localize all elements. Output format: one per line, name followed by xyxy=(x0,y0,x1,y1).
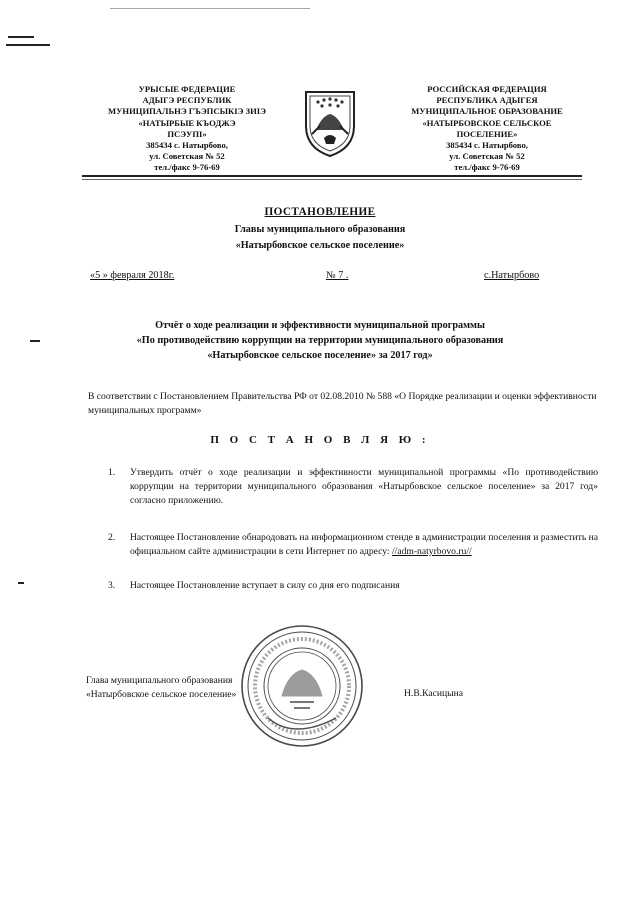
document-subtitle: «Натырбовское сельское поселение» xyxy=(235,240,405,251)
header-right-line: «НАТЫРБОВСКОЕ СЕЛЬСКОЕ xyxy=(422,117,552,128)
item-text: Утвердить отчёт о ходе реализации и эффективности муниципальной программы «По противодействию коррупции на территории муниципального образования «Натырбовское сельское поселение» за 2017 год» согласно приложению. xyxy=(130,467,598,507)
header-left-line: «НАТЫРБЫЕ КЪОДЖЭ xyxy=(138,117,236,128)
document-subtitle: Главы муниципального образования xyxy=(234,224,406,235)
header-left-line: УРЫСЫЕ ФЕДЕРАЦИЕ xyxy=(138,84,236,94)
subject-line: «По противодействию коррупции на территории муниципального образования xyxy=(136,335,504,346)
signature-block xyxy=(86,674,236,703)
resolution-list xyxy=(108,466,598,609)
item-number: 1. xyxy=(108,467,116,478)
header-right-line: РОССИЙСКАЯ ФЕДЕРАЦИЯ xyxy=(427,84,547,94)
item-number: 3. xyxy=(108,580,116,592)
header-right-line: РЕСПУБЛИКА АДЫГЕЯ xyxy=(436,95,538,106)
header-left-line: АДЫГЭ РЕСПУБЛИК xyxy=(142,95,232,106)
header-right-line: ул. Советская № 52 xyxy=(449,151,525,162)
header-right-line: МУНИЦИПАЛЬНОЕ ОБРАЗОВАНИЕ xyxy=(411,106,563,117)
header-left-line: ПСЭУПI» xyxy=(167,128,207,139)
website-link[interactable]: //adm-natyrbovo.ru// xyxy=(392,545,472,557)
list-item xyxy=(108,579,598,593)
document-date: «5 » февраля 2018г. xyxy=(90,270,175,281)
item-text: Настоящее Постановление вступает в силу со дня его подписания xyxy=(130,580,400,592)
header-right-line: ПОСЕЛЕНИЕ» xyxy=(456,128,518,139)
signer-title: Глава муниципального образования xyxy=(86,675,233,686)
official-seal-icon xyxy=(238,622,366,750)
subject-line: «Натырбовское сельское поселение» за 2017 год» xyxy=(207,350,433,361)
coat-of-arms-icon xyxy=(298,86,362,158)
header-left-block xyxy=(92,84,282,174)
header-left-line: тел./факс 9-76-69 xyxy=(154,162,220,173)
scan-mark xyxy=(110,8,310,9)
scan-mark xyxy=(18,582,24,584)
scan-mark xyxy=(8,36,34,38)
item-number: 2. xyxy=(108,531,116,543)
header-right-block xyxy=(392,84,582,174)
header-divider-thin xyxy=(82,179,582,180)
resolution-heading: П О С Т А Н О В Л Я Ю : xyxy=(210,434,430,446)
item-text: Настоящее Постановление обнародовать на информационном стенде в администрации поселения и разместить на официальном сайте администрации в сети Интернет по адресу: xyxy=(130,531,598,557)
subject-line: Отчёт о ходе реализации и эффективности муниципальной программы xyxy=(155,320,485,331)
list-item xyxy=(108,466,598,509)
preamble: В соответствии с Постановлением Правительства РФ от 02.08.2010 № 588 «О Порядке реализации и оценки эффективности муниципальных программ» xyxy=(88,391,597,417)
header-divider xyxy=(82,175,582,177)
header-right-line: 385434 с. Натырбово, xyxy=(446,140,528,151)
header-right-line: тел./факс 9-76-69 xyxy=(454,162,520,173)
document-title: ПОСТАНОВЛЕНИЕ xyxy=(264,206,376,218)
list-item xyxy=(108,531,598,559)
document-number: № 7 . xyxy=(326,270,349,281)
document-place: с.Натырбово xyxy=(484,270,540,281)
signer-name: Н.В.Касицына xyxy=(404,688,464,699)
header-left-line: ул. Советская № 52 xyxy=(149,151,225,162)
header-left-line: 385434 с. Натырбово, xyxy=(146,140,228,151)
signer-organization: «Натырбовское сельское поселение» xyxy=(86,689,237,701)
document-subject xyxy=(0,318,640,363)
scan-mark xyxy=(6,44,50,46)
header-left-line: МУНИЦИПАЛЬНЭ ГЪЭПСЫКIЭ ЗИIЭ xyxy=(108,106,266,117)
